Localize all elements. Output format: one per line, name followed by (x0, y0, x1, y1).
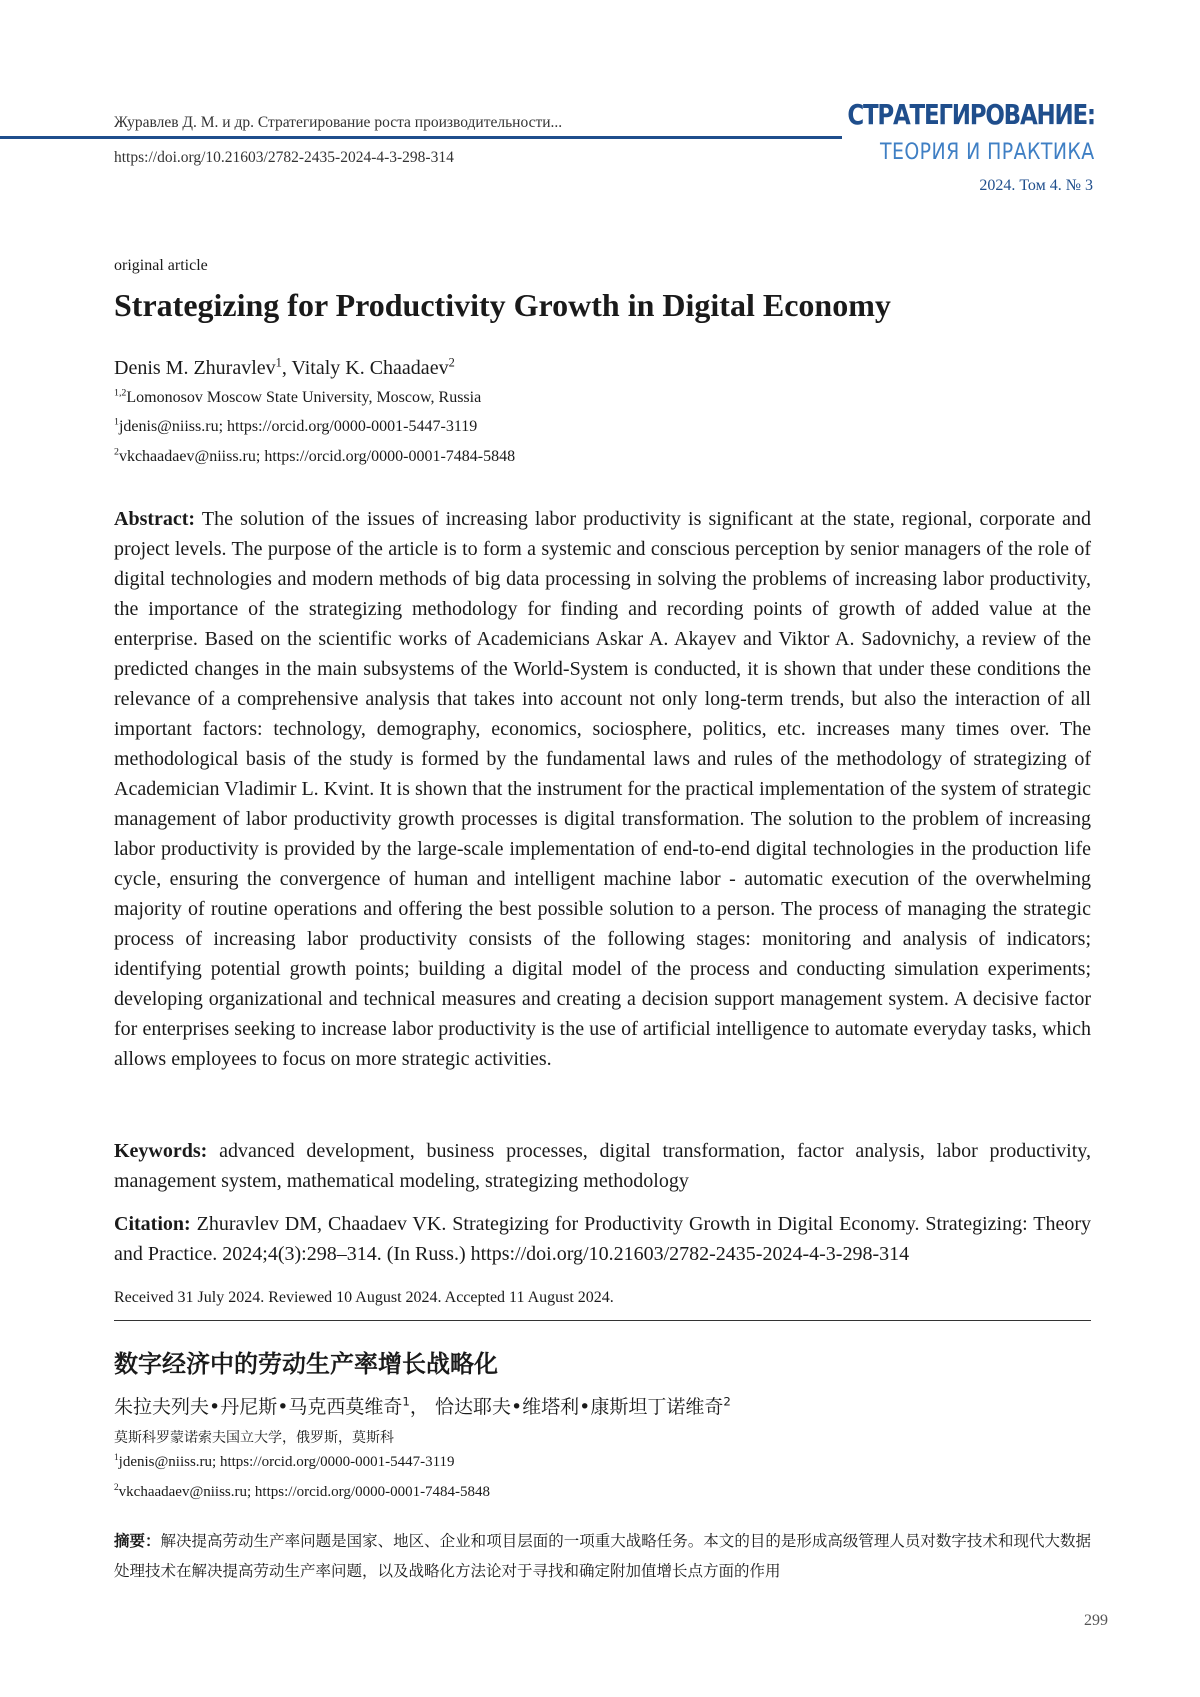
affiliation-sup: 1,2 (114, 387, 127, 399)
citation-text: Zhuravlev DM, Chaadaev VK. Strategizing for Productivity Growth in Digital Economy. Strategizing: Theory and Practice. 2024;4(3):298–314. (In Russ.) https://doi.org/10.21603/2782-2435-2024-4-3-298-314 (114, 1213, 1091, 1265)
chinese-author-2-sup: 2 (723, 1394, 731, 1409)
article-type: original article (114, 257, 208, 274)
chinese-contact-2-text[interactable]: vkchaadaev@niiss.ru; https://orcid.org/0000-0001-7484-5848 (118, 1484, 491, 1500)
keywords-text: advanced development, business processes, digital transformation, factor analysis, labor productivity, management system, mathematical modeling, strategizing methodology (114, 1140, 1091, 1192)
header-rule (0, 136, 842, 139)
contact-1 (114, 418, 477, 436)
chinese-contact-1-sup: 1 (114, 1453, 119, 1463)
section-divider (114, 1320, 1091, 1321)
received-dates: Received 31 July 2024. Reviewed 10 August 2024. Accepted 11 August 2024. (114, 1289, 614, 1306)
author-1-sup: 1 (275, 355, 282, 370)
keywords (114, 1136, 1091, 1196)
journal-issue: 2024. Том 4. № 3 (979, 177, 1093, 194)
abstract-label: Abstract: (114, 508, 196, 530)
abstract-text: The solution of the issues of increasing labor productivity is significant at the state, regional, corporate and project levels. The purpose of the article is to form a systemic and conscious perception by senior managers of the role of digital technologies and modern methods of big data processing in solving the problems of increasing labor productivity, the importance of the strategizing methodology for finding and recording points of growth of added value at the enterprise. Based on the scientific works of Academicians Askar A. Akayev and Viktor A. Sadovnichy, a review of the predicted changes in the main subsystems of the World-System is conducted, it is shown that under these conditions the relevance of a comprehensive analysis that takes into account not only long-term trends, but also the interaction of all important factors: technology, demography, economics, sociosphere, politics, etc. increases many times over. The methodological basis of the study is formed by the fundamental laws and rules of the methodology of strategizing of Academician Vladimir L. Kvint. It is shown that the instrument for the practical implementation of the system of strategic management of labor productivity growth processes is digital transformation. The solution to the problem of increasing labor productivity is provided by the large-scale implementation of end-to-end digital technologies in the production life cycle, ensuring the convergence of human and intelligent machine labor - automatic execution of the overwhelming majority of routine operations and offering the best possible solution to a person. The process of managing the strategic process of increasing labor productivity consists of the following stages: monitoring and analysis of indicators; identifying potential growth points; building a digital model of the process and conducting simulation experiments; developing organizational and technical measures and creating a decision support management system. A decisive factor for enterprises seeking to increase labor productivity is the use of artificial intelligence to automate everyday tasks, which allows employees to focus on more strategic activities. (114, 508, 1092, 1070)
affiliation-text: Lomonosov Moscow State University, Moscow, Russia (126, 389, 482, 406)
citation (114, 1209, 1091, 1269)
author-2: Vitaly K. Chaadaev (291, 357, 449, 379)
author-separator: , (281, 357, 292, 379)
contact-2-text[interactable]: vkchaadaev@niiss.ru; https://orcid.org/0000-0001-7484-5848 (118, 448, 516, 465)
chinese-author-1-sup: 1 (402, 1394, 410, 1409)
keywords-label: Keywords: (114, 1140, 208, 1162)
citation-label: Citation: (114, 1213, 191, 1235)
chinese-author-separator: ， (409, 1396, 435, 1418)
running-title: Журавлев Д. М. и др. Стратегирование роста производительности... (114, 114, 563, 131)
contact-1-text[interactable]: jdenis@niiss.ru; https://orcid.org/0000-0001-5447-3119 (118, 418, 478, 435)
chinese-affiliation: 莫斯科罗蒙诺索夫国立大学，俄罗斯，莫斯科 (114, 1430, 394, 1446)
chinese-abstract-label: 摘要： (114, 1532, 161, 1550)
chinese-contact-2 (114, 1484, 490, 1501)
chinese-abstract (114, 1526, 1091, 1586)
authors (114, 357, 455, 380)
chinese-contact-2-sup: 2 (114, 1483, 119, 1493)
chinese-contact-1 (114, 1454, 455, 1471)
chinese-authors (114, 1392, 731, 1419)
author-2-sup: 2 (448, 355, 455, 370)
chinese-author-2: 恰达耶夫•维塔利•康斯坦丁诺维奇 (434, 1396, 724, 1418)
header-doi[interactable]: https://doi.org/10.21603/2782-2435-2024-4-3-298-314 (114, 149, 454, 166)
contact-2-sup: 2 (114, 446, 119, 458)
affiliation (114, 389, 481, 407)
chinese-contact-1-text[interactable]: jdenis@niiss.ru; https://orcid.org/0000-0001-5447-3119 (118, 1454, 455, 1470)
contact-1-sup: 1 (114, 416, 119, 428)
article-title: Strategizing for Productivity Growth in Digital Economy (114, 287, 891, 323)
abstract (114, 504, 1091, 1074)
chinese-author-1: 朱拉夫列夫•丹尼斯•马克西莫维奇 (114, 1396, 403, 1418)
journal-logo-line2: ТЕОРИЯ И ПРАКТИКА (880, 140, 1095, 165)
journal-logo-line1: СТРАТЕГИРОВАНИЕ: (847, 98, 1095, 131)
chinese-abstract-text: 解决提高劳动生产率问题是国家、地区、企业和项目层面的一项重大战略任务。本文的目的是形成高级管理人员对数字技术和现代大数据处理技术在解决提高劳动生产率问题，以及战略化方法论对于寻找和确定附加值增长点方面的作用 (114, 1532, 1091, 1580)
page-number: 299 (1084, 1612, 1108, 1629)
author-1: Denis M. Zhuravlev (114, 357, 276, 379)
contact-2 (114, 448, 515, 466)
chinese-title: 数字经济中的劳动生产率增长战略化 (114, 1350, 498, 1378)
